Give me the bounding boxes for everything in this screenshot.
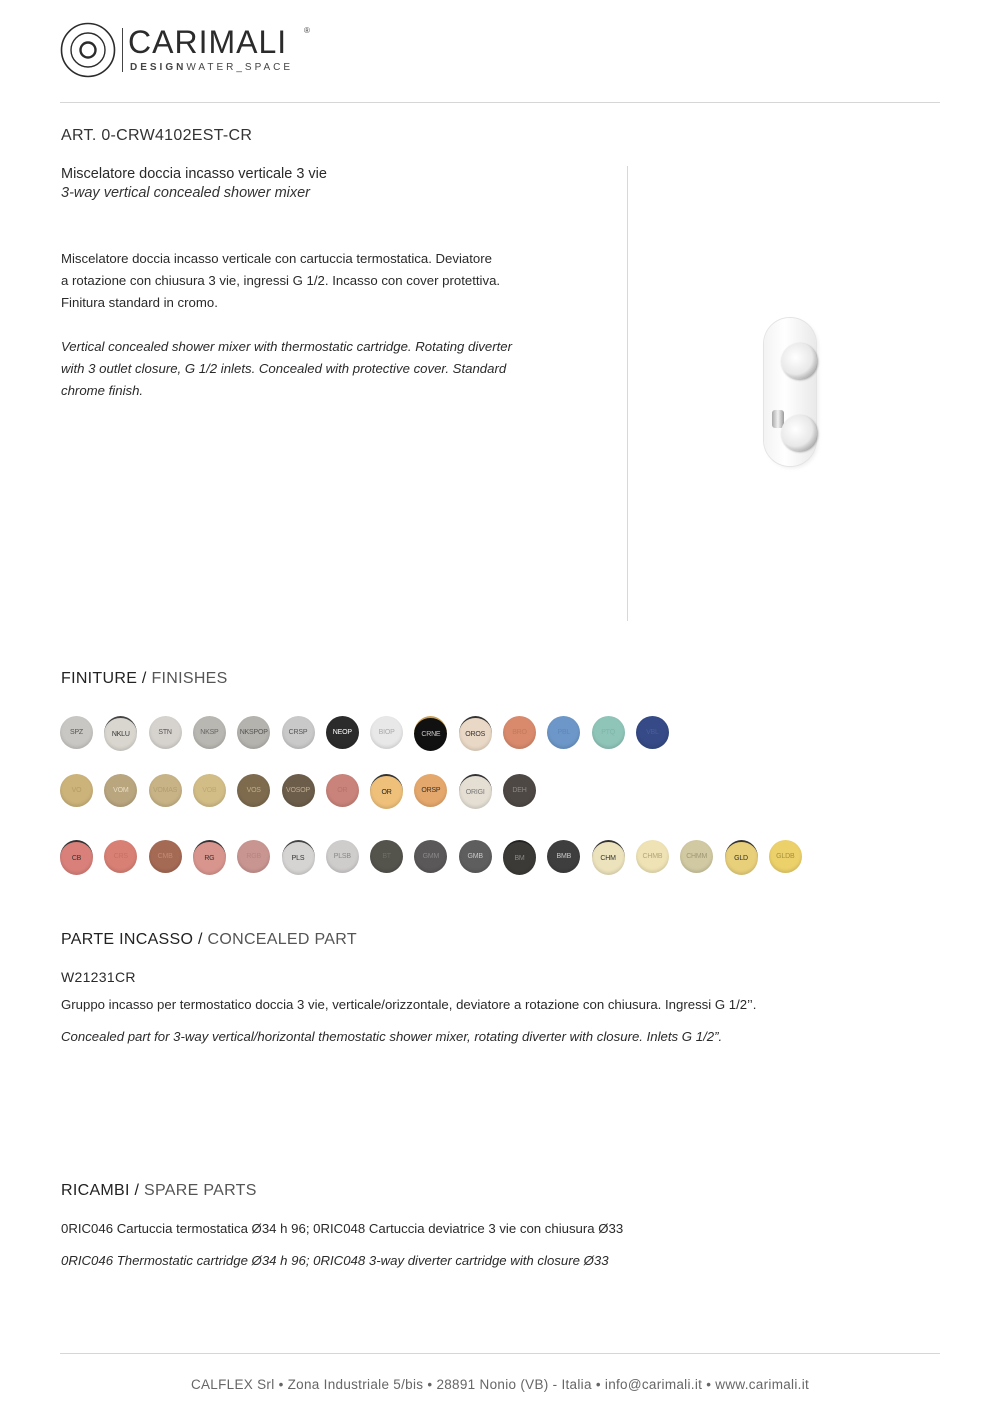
finish-swatch-stn: STN — [149, 716, 182, 749]
concealed-part-text-en: Concealed part for 3-way vertical/horizontal themostatic shower mixer, rotating diverter with closure. Inlets G 1/2”. — [61, 1029, 723, 1044]
footer-divider — [60, 1353, 940, 1354]
concealed-title-en: CONCEALED PART — [207, 931, 357, 948]
finish-swatch-gld: GLD — [725, 840, 758, 875]
spare-parts-text-it: 0RIC046 Cartuccia termostatica Ø34 h 96; 0RIC048 Cartuccia deviatrice 3 vie con chiusura Ø33 — [61, 1221, 624, 1236]
finish-swatch-nklu: NKLU — [104, 716, 137, 751]
finishes-title-it: FINITURE — [61, 670, 138, 687]
registered-mark: ® — [304, 26, 310, 35]
finish-swatch-chm: CHM — [592, 840, 625, 875]
article-code: ART. 0-CRW4102EST-CR — [61, 127, 253, 144]
finish-swatch-or: OR — [370, 774, 403, 809]
concealed-part-title: PARTE INCASSO / CONCEALED PART — [61, 931, 357, 948]
description-en-line: chrome finish. — [61, 383, 144, 398]
product-image — [764, 318, 820, 468]
description-it — [61, 248, 571, 314]
description-en-line: with 3 outlet closure, G 1/2 inlets. Concealed with protective cover. Standard — [61, 361, 507, 376]
article-title-en: 3-way vertical concealed shower mixer — [61, 185, 311, 201]
finish-swatch-gmb: GMB — [459, 840, 492, 873]
finish-swatch-vo: VO — [60, 774, 93, 807]
finish-swatch-deh: DEH — [503, 774, 536, 807]
finish-swatch-nkspop: NKSPOP — [237, 716, 270, 749]
finish-swatch-neop: NEOP — [326, 716, 359, 749]
finish-swatch-bmb: BMB — [547, 840, 580, 873]
finish-swatch-rg: RG — [193, 840, 226, 875]
finish-swatch-bt: BT — [370, 840, 403, 873]
finish-swatch-bm: BM — [503, 840, 536, 875]
concealed-part-text-it: Gruppo incasso per termostatico doccia 3 vie, verticale/orizzontale, deviatore a rotazione con chiusura. Ingressi G 1/2’’. — [61, 997, 757, 1012]
brand-tagline — [130, 62, 293, 73]
finish-swatch-origi: ORIGI — [459, 774, 492, 809]
brand-name: CARIMALI — [128, 24, 288, 60]
description-it-line: a rotazione con chiusura 3 vie, ingressi G 1/2. Incasso con cover protettiva. — [61, 273, 501, 288]
finish-swatch-cb: CB — [60, 840, 93, 875]
finish-swatch-nksp: NKSP — [193, 716, 226, 749]
header-divider — [60, 102, 940, 103]
finish-swatch-or: OR — [326, 774, 359, 807]
finish-swatch-vosop: VOSOP — [282, 774, 315, 807]
finish-swatch-gldb: GLDB — [769, 840, 802, 873]
finish-swatch-bro: BRO — [503, 716, 536, 749]
finish-swatch-vom: VOM — [104, 774, 137, 807]
thermostat-knob — [781, 415, 817, 451]
spare-parts-title-en: SPARE PARTS — [144, 1182, 257, 1199]
spare-parts-title: RICAMBI / SPARE PARTS — [61, 1182, 257, 1199]
carimali-logo-icon — [60, 22, 116, 78]
finish-swatch-orsp: ORSP — [414, 774, 447, 807]
tagline-bold: DESIGN — [130, 62, 187, 73]
concealed-part-code: W21231CR — [61, 969, 136, 985]
finish-swatch-gmm: GMM — [414, 840, 447, 873]
finish-swatch-cmb: CMB — [149, 840, 182, 873]
finishes-title: FINITURE / FINISHES — [61, 670, 228, 687]
footer-contact: CALFLEX Srl • Zona Industriale 5/bis • 28891 Nonio (VB) - Italia • info@carimali.it • www.carimali.it — [190, 1377, 810, 1392]
description-en — [61, 336, 571, 402]
column-divider — [627, 166, 628, 621]
finish-swatch-crs: CRS — [104, 840, 137, 873]
concealed-title-it: PARTE INCASSO — [61, 931, 194, 948]
finish-swatch-vomas: VOMAS — [149, 774, 182, 807]
spare-parts-title-it: RICAMBI — [61, 1182, 130, 1199]
brand-logo — [60, 22, 320, 80]
finish-swatch-plsb: PLSB — [326, 840, 359, 873]
finish-swatch-vob: VOB — [193, 774, 226, 807]
description-it-line: Miscelatore doccia incasso verticale con cartuccia termostatica. Deviatore — [61, 251, 492, 266]
finish-swatch-crsp: CRSP — [282, 716, 315, 749]
finish-swatch-oros: OROS — [459, 716, 492, 751]
finish-swatch-spz: SPZ — [60, 716, 93, 749]
description-it-line: Finitura standard in cromo. — [61, 295, 218, 310]
finishes-title-en: FINISHES — [151, 670, 228, 687]
finish-swatch-vbl: VBL — [636, 716, 669, 749]
finish-swatch-chmb: CHMB — [636, 840, 669, 873]
finish-swatch-vos: VOS — [237, 774, 270, 807]
finish-swatch-chmm: CHMM — [680, 840, 713, 873]
description-en-line: Vertical concealed shower mixer with thermostatic cartridge. Rotating diverter — [61, 339, 513, 354]
finish-swatch-pls: PLS — [282, 840, 315, 875]
finish-swatch-biop: BIOP — [370, 716, 403, 749]
article-title-it: Miscelatore doccia incasso verticale 3 vie — [61, 166, 327, 182]
finish-swatch-rgb: RGB — [237, 840, 270, 873]
finish-swatch-pbl: PBL — [547, 716, 580, 749]
finish-swatch-ptq: PTQ — [592, 716, 625, 749]
logo-divider — [122, 28, 123, 72]
finish-swatch-crne: CRNE — [414, 716, 447, 751]
spare-parts-text-en: 0RIC046 Thermostatic cartridge Ø34 h 96; 0RIC048 3-way diverter cartridge with closure Ø33 — [61, 1253, 609, 1268]
tagline-rest: WATER_SPACE — [186, 62, 294, 73]
diverter-knob — [781, 343, 817, 379]
